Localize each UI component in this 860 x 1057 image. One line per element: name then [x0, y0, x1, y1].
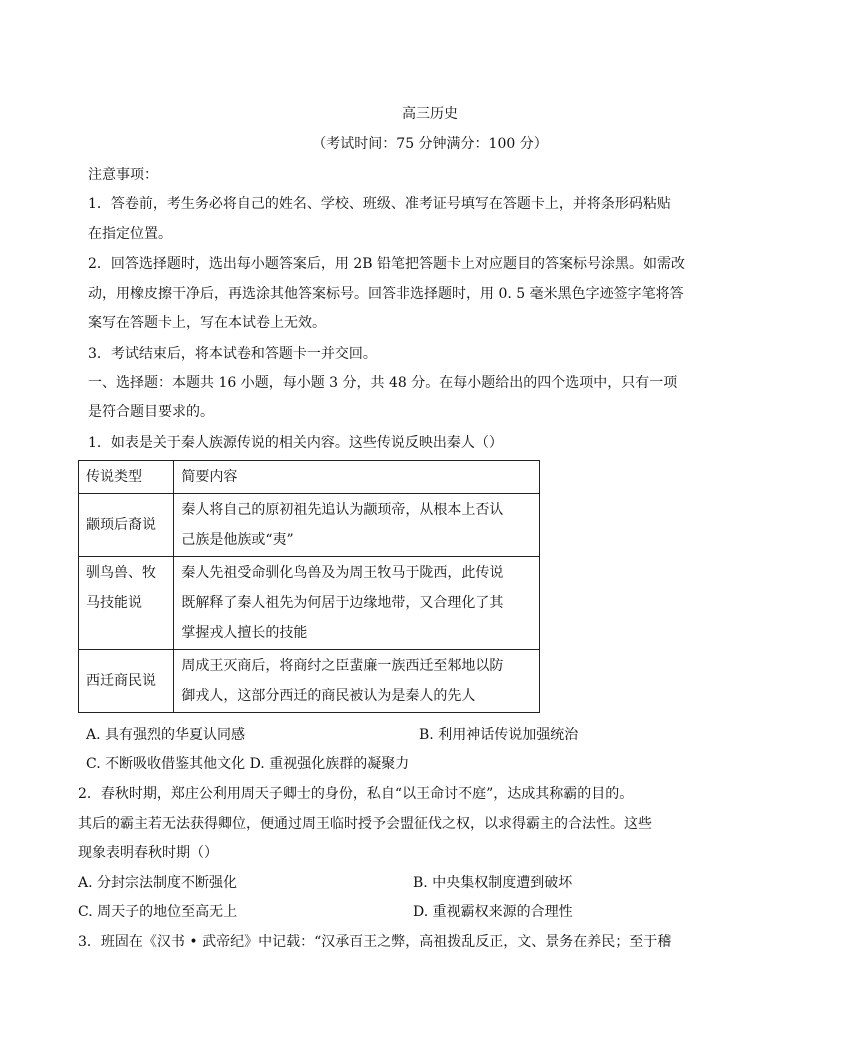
table-row — [79, 494, 540, 557]
notice-heading: 注意事项： — [88, 167, 158, 183]
question-2-stem: 现象表明春秋时期（） — [78, 845, 218, 861]
question-2-stem: 2．春秋时期，郑庄公利用周天子卿士的身份，私自“以王命讨不庭”，达成其称霸的目的。 — [78, 786, 634, 802]
exam-subtitle: （考试时间：75 分钟满分：100 分） — [312, 136, 548, 152]
question-1-option-a: A. 具有强烈的华夏认同感 — [86, 727, 246, 743]
question-2-option-b: B. 中央集权制度遭到破坏 — [413, 875, 573, 891]
notice-line: 3．考试结束后，将本试卷和答题卡一并交回。 — [88, 346, 377, 362]
table-cell: 秦人先祖受命驯化鸟兽及为周王牧马于陇西，此传说 既解释了秦人祖先为何居于边缘地带，又合理化了其 掌握戎人擅长的技能 — [174, 557, 540, 650]
table-cell: 颛顼后裔说 — [79, 494, 174, 557]
question-1-option-b: B. 利用神话传说加强统治 — [419, 727, 579, 743]
page-title: 高三历史 — [402, 106, 458, 122]
table-row — [79, 461, 540, 494]
notice-line: 案写在答题卡上，写在本试卷上无效。 — [88, 315, 326, 331]
notice-line: 1．答卷前，考生务必将自己的姓名、学校、班级、准考证号填写在答题卡上，并将条形码粘贴 — [88, 196, 671, 212]
notice-line: 2．回答选择题时，选出每小题答案后，用 2B 铅笔把答题卡上对应题目的答案标号涂黑。如需改 — [88, 256, 686, 272]
question-2-stem: 其后的霸主若无法获得卿位，便通过周王临时授予会盟征伐之权，以求得霸主的合法性。这些 — [78, 816, 652, 832]
question-3-stem: 3．班固在《汉书 • 武帝纪》中记载：“汉承百王之弊，高祖拨乱反正，文、景务在养民；至于稽 — [78, 934, 672, 950]
question-1-stem: 1．如表是关于秦人族源传说的相关内容。这些传说反映出秦人（） — [88, 435, 503, 451]
table-row — [79, 557, 540, 650]
table-row — [79, 650, 540, 713]
section-heading: 是符合题目要求的。 — [88, 404, 214, 420]
table-cell: 驯鸟兽、牧 马技能说 — [79, 557, 174, 650]
notice-line: 动，用橡皮擦干净后，再选涂其他答案标号。回答非选择题时，用 0. 5 毫米黑色字迹签字笔将答 — [88, 286, 684, 302]
question-2-option-a: A. 分封宗法制度不断强化 — [78, 875, 238, 891]
legend-table — [78, 460, 540, 713]
table-cell: 秦人将自己的原初祖先追认为颛顼帝，从根本上否认 己族是他族或“夷” — [174, 494, 540, 557]
table-header-cell: 传说类型 — [79, 461, 174, 494]
table-header-cell: 简要内容 — [174, 461, 540, 494]
question-2-option-d: D. 重视霸权来源的合理性 — [413, 904, 573, 920]
section-heading: 一、选择题：本题共 16 小题，每小题 3 分，共 48 分。在每小题给出的四个选项中，只有一项 — [88, 375, 678, 391]
notice-line: 在指定位置。 — [88, 226, 172, 242]
question-2-option-c: C. 周天子的地位至高无上 — [78, 904, 238, 920]
table-cell: 周成王灭商后，将商纣之臣蜚廉一族西迁至邾地以防 御戎人，这部分西迁的商民被认为是秦人的先人 — [174, 650, 540, 713]
question-1-option-cd: C. 不断吸收借鉴其他文化 D. 重视强化族群的凝聚力 — [86, 756, 410, 772]
table-cell: 西迁商民说 — [79, 650, 174, 713]
